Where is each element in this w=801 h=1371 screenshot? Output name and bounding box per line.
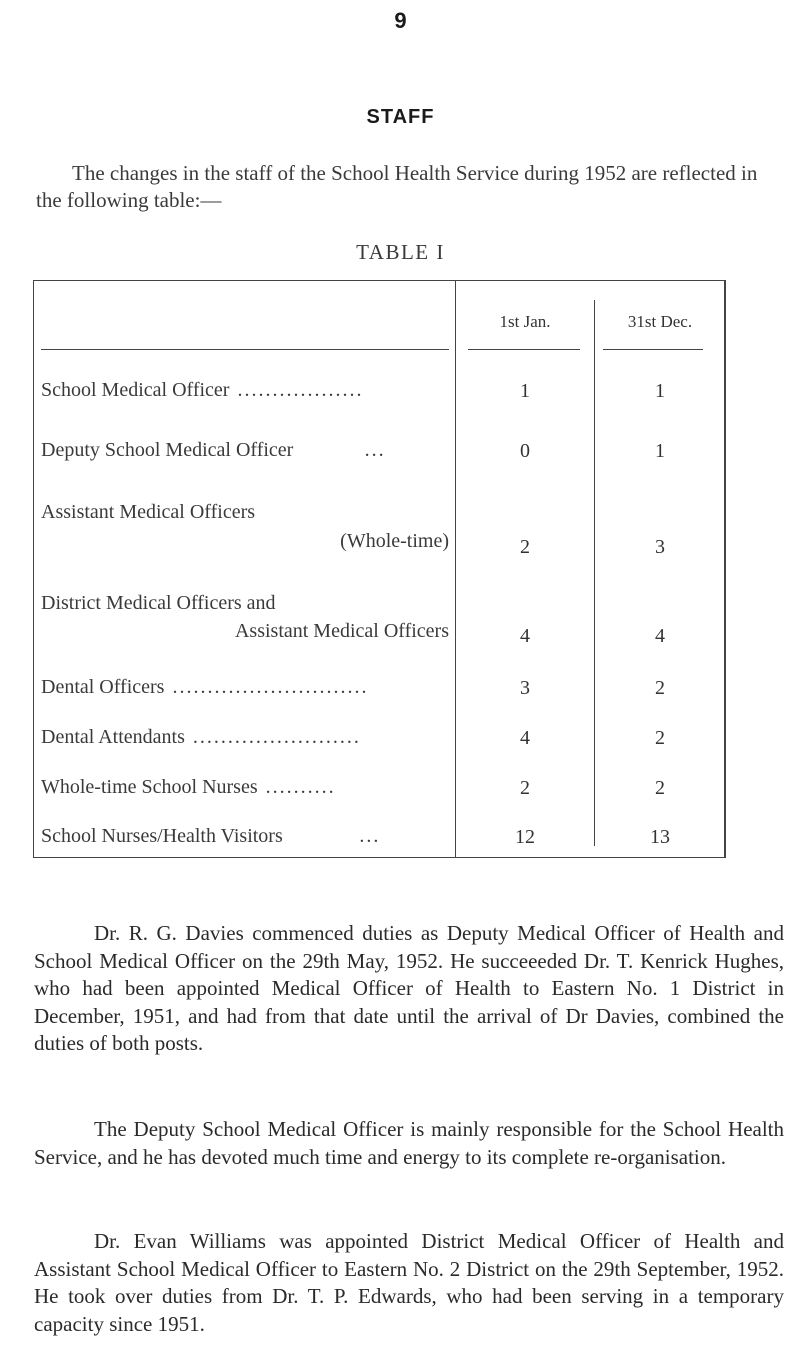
table-left-border bbox=[33, 280, 34, 858]
table-cell-dec: 2 bbox=[655, 777, 665, 799]
table-cell-dec: 2 bbox=[655, 727, 665, 749]
intro-sentence: The changes in the staff of the School Health Service during 1952 are reflected in the following table:— bbox=[36, 161, 758, 212]
table-bottom-border bbox=[33, 857, 725, 858]
paragraph-deputy: The Deputy School Medical Officer is mainly responsible for the School Health Service, and he has devoted much time and energy to its complete re-organisation. bbox=[34, 1117, 784, 1169]
table-cell-dec: 2 bbox=[655, 677, 665, 699]
column-header-dec: 31st Dec. bbox=[627, 312, 693, 331]
intro-text bbox=[36, 160, 776, 214]
table-row-label: School Nurses/Health Visitors ... bbox=[41, 825, 381, 847]
table-title: TABLE I bbox=[356, 240, 445, 264]
table-row-label: Whole-time School Nurses .......... bbox=[41, 776, 336, 798]
table-row-label: Deputy School Medical Officer ... bbox=[41, 439, 386, 461]
table-cell-jan: 3 bbox=[520, 677, 530, 699]
column-header-jan: 1st Jan. bbox=[499, 312, 551, 331]
table-cell-dec: 3 bbox=[655, 536, 665, 558]
header-rule-dec bbox=[603, 349, 703, 350]
table-cell-dec: 1 bbox=[655, 440, 665, 462]
table-top-border bbox=[33, 280, 725, 281]
table-cell-dec: 1 bbox=[655, 380, 665, 402]
table-row-label: District Medical Officers and Assistant Medical Officers bbox=[41, 592, 449, 642]
table-cell-jan: 4 bbox=[520, 625, 530, 647]
paragraph-davies: Dr. R. G. Davies commenced duties as Deputy Medical Officer of Health and School Medical Officer on the 29th May, 1952. He succeeeded Dr. T. Kenrick Hughes, who had been appointed Medical Officer of Health to Eastern No. 1 District in December, 1951, and had from that date until the arrival of Dr Davies, combined the duties of both posts. bbox=[34, 921, 784, 1055]
table-cell-dec: 4 bbox=[655, 625, 665, 647]
table-row-label: Dental Officers ............................ bbox=[41, 676, 369, 698]
table-cell-jan: 4 bbox=[520, 727, 530, 749]
table-row-label: Dental Attendants ........................ bbox=[41, 726, 361, 748]
table-cell-jan: 2 bbox=[520, 536, 530, 558]
table-cell-jan: 0 bbox=[520, 440, 530, 462]
header-rule-label bbox=[41, 349, 449, 350]
staff-table bbox=[33, 280, 725, 858]
header-rule-jan bbox=[468, 349, 580, 350]
paragraph-williams: Dr. Evan Williams was appointed District Medical Officer of Health and Assistant School Medical Officer to Eastern No. 2 District on the 29th September, 1952. He took over duties from Dr. T. P. Edwards, who had been serving in a temporary capacity since 1951. bbox=[34, 1229, 784, 1336]
table-row-label: Assistant Medical Officers (Whole-time) bbox=[41, 501, 449, 552]
table-cell-jan: 12 bbox=[515, 826, 535, 848]
table-cell-jan: 2 bbox=[520, 777, 530, 799]
table-right-border bbox=[724, 280, 726, 858]
column-divider-1 bbox=[455, 280, 456, 858]
table-row-label: School Medical Officer .................. bbox=[41, 379, 364, 401]
table-cell-jan: 1 bbox=[520, 380, 530, 402]
page-number: 9 bbox=[394, 8, 407, 33]
section-heading: STAFF bbox=[366, 106, 435, 128]
table-cell-dec: 13 bbox=[650, 826, 670, 848]
